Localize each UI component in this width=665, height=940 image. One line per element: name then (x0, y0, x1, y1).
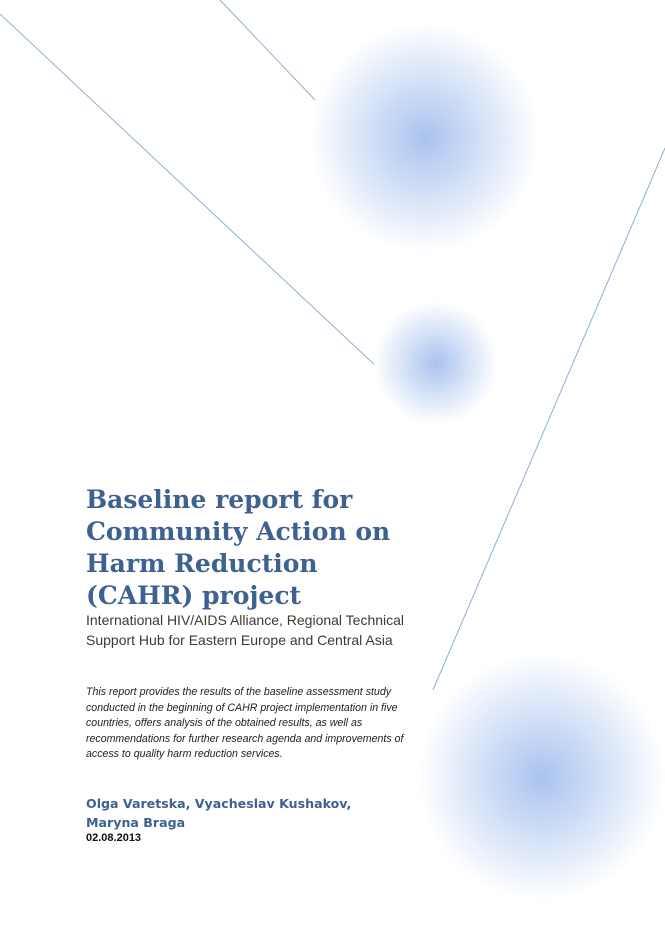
document-title: Baseline report for Community Action on Harm Reduction (CAHR) project (86, 485, 391, 610)
decorative-line (0, 14, 378, 368)
decorative-circle-bottom (418, 653, 665, 901)
publication-date: 02.08.2013 (86, 832, 142, 844)
decorative-circle-small (374, 301, 498, 425)
abstract: This report provides the results of the baseline assessment study conducted in the beginning of CAHR project implementation in five countries, offers analysis of the obtained results, as well as recommendations for further research agenda and improvements of access to quality harm reduction services. (86, 686, 404, 761)
authors: Olga Varetska, Vyacheslav Kushakov, Maryna Braga (86, 796, 352, 830)
decorative-circle-large (310, 23, 540, 253)
decorative-line (220, 0, 315, 100)
organization: International HIV/AIDS Alliance, Regional Technical Support Hub for Eastern Europe and Central Asia (86, 612, 405, 648)
